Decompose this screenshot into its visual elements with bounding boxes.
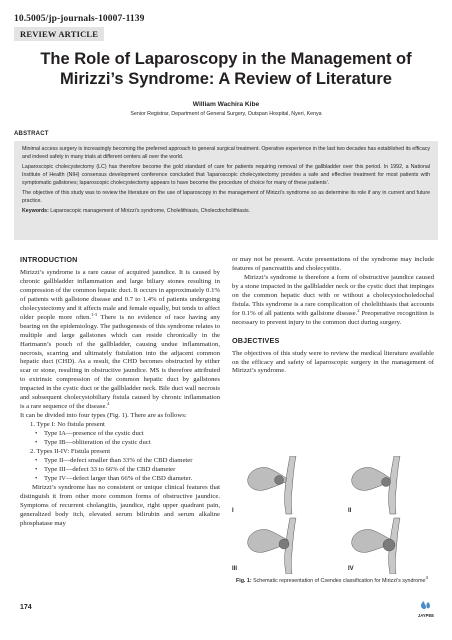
figure-caption-ref: 4 — [425, 575, 428, 580]
doi-line: 10.5005/jp-journals-10007-1139 — [14, 14, 145, 24]
figure-caption-label: Fig. 1: — [235, 578, 252, 584]
type-item: • Type IB—obliteration of the cystic duct — [20, 439, 220, 448]
abstract-keywords — [22, 208, 430, 216]
figure-caption — [234, 575, 430, 585]
intro-paragraph-3: Mirizzi’s syndrome has no consistent or unique clinical features that distinguish it from other more common forms of obstructive jaundice. Symptoms of recurrent cholangitis, jaundice, right upper quadrant pain, generalized body itch, elevated serum bilirubin and serum alkaline phosphatase may — [20, 483, 220, 527]
type-item: 1. Type I: No fistula present — [30, 421, 105, 429]
type-item: 2. Types II-IV: Fistula present — [30, 448, 111, 456]
page-number: 174 — [20, 604, 32, 611]
ref-sup-3: 2 — [357, 307, 360, 313]
ref-sup-2: 4 — [107, 401, 110, 407]
left-column — [20, 256, 220, 529]
figure-label-ii: II — [348, 508, 352, 514]
right-paragraph-1: or may not be present. Acute presentations of the syndrome may include features of pancreatitis and cholecystitis. — [232, 256, 434, 272]
right-p2b: Preoperative recognition is necessary to prevent injury to the common duct during surgery. — [232, 309, 434, 326]
publisher-logo — [412, 600, 440, 620]
csendes-classification-figure — [230, 456, 434, 574]
publisher-name: JAYPEE — [417, 613, 435, 618]
abstract-box — [14, 141, 438, 240]
keywords-text: Laparoscopic management of Mirizzi’s syndrome, Cholelithiasis, Cholecdocholithiasis. — [48, 207, 251, 214]
panel-type-iv — [348, 518, 400, 574]
intro-paragraph-1 — [20, 269, 220, 412]
figure-label-iii: III — [232, 566, 238, 572]
panel-type-i — [232, 456, 296, 514]
intro-p1b: There is no evidence of race having any bearing on the epidemiology. The pathogenesis of this syndrome relates to multiple and large gallstones which can reside chronically in the Hartmann’s pouch of the gallbladder, causing undue inflammation, necrosis, scarring and ultimately fistulation into the adjacent common hepatic duct (CHD). As a result, the CHD becomes obstructed by either scar or stone, resulting in obstructive jaundice. MS is therefore attributed to extrinsic compression of the common hepatic duct by gallstones impacted in the cystic duct or the gallbladder neck. Bile duct wall necrosis and subsequent cholecystobiliary fistula caused by chronic inflammation is a rare sequence of the disease. — [20, 313, 220, 411]
right-p2a: Mirizzi’s syndrome is therefore a form of obstructive jaundice caused by a stone impacted in the gallbladder neck or the cystic duct that impinges on the common hepatic duct with or without a cholecystocholedochal fistula. This syndrome is a rare complication of cholelithiasis that accounts for 0.1% of all patients with gallstone disease. — [232, 273, 434, 317]
right-paragraph-2 — [232, 274, 434, 328]
type-item: • Type IV—defect larger than 66% of the CBD diameter. — [20, 475, 220, 484]
right-column — [232, 256, 434, 376]
figure-label-i: I — [232, 508, 234, 514]
type-item: • Type II—defect smaller than 33% of the CBD diameter — [20, 457, 220, 466]
objectives-paragraph: The objectives of this study were to review the medical literature available on the efficacy and safety of laparoscopic surgery in the management of Mirizzi’s syndrome. — [232, 349, 434, 375]
keywords-label: Keywords: — [22, 207, 49, 214]
author-name: William Wachira Kibe — [192, 101, 260, 108]
panel-type-iii — [232, 518, 296, 574]
abstract-paragraph-1: Minimal access surgery is increasingly becoming the preferred approach to general surgical treatment. Operative experience in the last two decades has established its efficacy and indeed safety in many trials at different centers all over the world. — [22, 146, 430, 160]
intro-p1a: Mirizzi’s syndrome is a rare cause of acquired jaundice. It is caused by chronic gallbladder inflammation and large biliary stones resulting in compression of the common hepatic duct. It occurs in approximately 0.1% of patients with gallstone disease and 0.7 to 1.4% of patients undergoing cholecystectomy and it affects male and female equally, but tends to affect older people more often. — [20, 268, 220, 321]
introduction-heading: INTRODUCTION — [20, 255, 78, 264]
figure-label-iv: IV — [348, 566, 354, 572]
article-title: The Role of Laparoscopy in the Management of Mirizzi’s Syndrome: A Review of Literature — [40, 50, 412, 88]
ref-sup-1: 1-3 — [91, 311, 98, 317]
article-type-badge: REVIEW ARTICLE — [14, 27, 104, 41]
intro-paragraph-2: It can be divided into four types (Fig. 1). There are as follows: — [20, 412, 187, 420]
type-item: • Type III—defect 33 to 66% of the CBD diameter — [20, 466, 220, 475]
figure-caption-text: Schematic representation of Csendes classification for Mirizzi’s syndrome — [251, 578, 426, 584]
panel-type-ii — [348, 456, 400, 514]
abstract-heading: ABSTRACT — [14, 131, 49, 137]
publisher-logo-mark — [421, 601, 430, 609]
author-affiliation: Senior Registrar, Department of General Surgery, Outspan Hospital, Nyeri, Kenya — [130, 111, 322, 117]
objectives-heading: OBJECTIVES — [232, 335, 280, 345]
type-item: • Type IA—presence of the cystic duct — [20, 430, 220, 439]
mirizzi-types-list — [20, 421, 220, 484]
abstract-paragraph-3: The objective of this study was to review the literature on the use of laparoscopy in the management of Mirizzi’s syndrome so as determine its role if any in current and future practice. — [22, 189, 430, 204]
abstract-paragraph-2: Laparoscopic cholecystectomy (LC) has therefore become the gold standard of care for patients requiring removal of the gallbladder over this period. In 1992, a National Institute of Health (NIH) consensus development conference concluded that ‘laparoscopic cholecystectomy provides a safe and effective treatment for most patients with symptomatic gallstones; laparoscopic cholecystectomy appears to have become the procedure of choice for many of these patients’. — [22, 164, 430, 186]
